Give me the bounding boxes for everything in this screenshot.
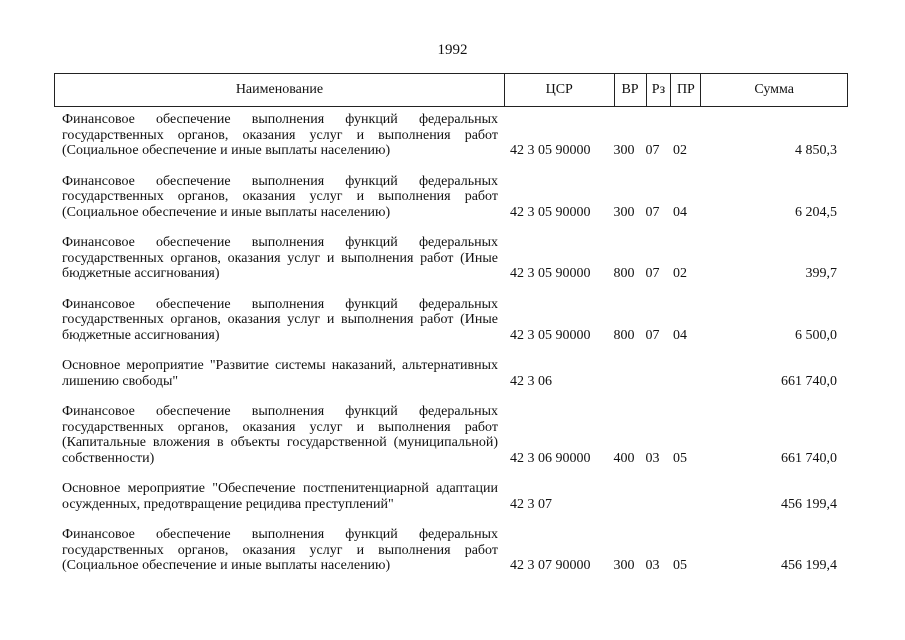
row-pr: 04 (673, 327, 687, 343)
row-csr: 42 3 06 90000 (510, 450, 591, 466)
table-header (54, 73, 848, 107)
header-sum: Сумма (754, 82, 794, 97)
header-name: Наименование (55, 74, 505, 106)
row-name: Основное мероприятие "Развитие системы наказаний, альтернативных лишению свободы" (62, 358, 498, 389)
row-rz: 07 (645, 266, 660, 281)
header-csr: ЦСР (505, 74, 615, 106)
row-sum: 399,7 (805, 266, 837, 281)
row-sum: 456 199,4 (781, 496, 837, 512)
row-pr: 02 (673, 143, 687, 158)
header-rz: Рз (647, 74, 672, 106)
header-vr: ВР (615, 74, 647, 106)
row-sum: 6 500,0 (795, 327, 837, 343)
table-row (62, 527, 848, 574)
table-row (62, 481, 848, 512)
row-rz: 03 (645, 450, 660, 466)
row-rz: 07 (645, 143, 660, 158)
table-row (62, 235, 848, 282)
table-row (62, 358, 848, 389)
row-csr: 42 3 06 (510, 373, 552, 389)
row-vr: 300 (613, 558, 635, 573)
row-pr: 04 (673, 204, 687, 220)
row-vr: 300 (613, 204, 635, 220)
row-name: Финансовое обеспечение выполнения функций федеральных государственных органов, оказания услуг и выполнения работ (Иные бюджетные ассигнования) (62, 235, 498, 281)
page-number: 1992 (437, 42, 468, 58)
row-sum: 4 850,3 (795, 143, 837, 158)
row-csr: 42 3 05 90000 (510, 327, 591, 343)
row-csr: 42 3 07 90000 (510, 558, 591, 573)
row-name: Финансовое обеспечение выполнения функций федеральных государственных органов, оказания услуг и выполнения работ (Иные бюджетные ассигнования) (62, 296, 498, 343)
row-sum: 6 204,5 (795, 204, 837, 220)
row-pr: 05 (673, 450, 687, 466)
row-sum: 456 199,4 (781, 558, 837, 573)
table-row (62, 404, 848, 466)
header-pr: ПР (671, 74, 701, 106)
row-name: Финансовое обеспечение выполнения функций федеральных государственных органов, оказания услуг и выполнения работ (Социальное обеспечение и иные выплаты населению) (62, 173, 498, 220)
row-vr: 800 (613, 327, 635, 343)
row-rz: 07 (645, 204, 660, 220)
row-csr: 42 3 07 (510, 496, 552, 512)
row-sum: 661 740,0 (781, 373, 837, 389)
row-name: Финансовое обеспечение выполнения функций федеральных государственных органов, оказания услуг и выполнения работ (Социальное обеспечение и иные выплаты населению) (62, 112, 498, 158)
row-rz: 03 (645, 558, 660, 573)
table-row (62, 112, 848, 159)
table-row (62, 297, 848, 344)
row-name: Финансовое обеспечение выполнения функций федеральных государственных органов, оказания услуг и выполнения работ (Капитальные вложения в объекты государственной (муниципальной) собственности) (62, 404, 498, 466)
row-csr: 42 3 05 90000 (510, 204, 591, 220)
row-csr: 42 3 05 90000 (510, 266, 591, 281)
row-pr: 02 (673, 266, 687, 281)
row-pr: 05 (673, 558, 687, 573)
row-vr: 400 (613, 450, 635, 466)
row-vr: 300 (613, 143, 635, 158)
row-sum: 661 740,0 (781, 450, 837, 466)
table-row (62, 174, 848, 221)
row-vr: 800 (613, 266, 635, 281)
row-name: Финансовое обеспечение выполнения функций федеральных государственных органов, оказания услуг и выполнения работ (Социальное обеспечение и иные выплаты населению) (62, 527, 498, 573)
table-body (62, 112, 848, 589)
row-rz: 07 (645, 327, 660, 343)
row-csr: 42 3 05 90000 (510, 143, 591, 158)
row-name: Основное мероприятие "Обеспечение постпенитенциарной адаптации осужденных, предотвращение рецидива преступлений" (62, 481, 498, 512)
